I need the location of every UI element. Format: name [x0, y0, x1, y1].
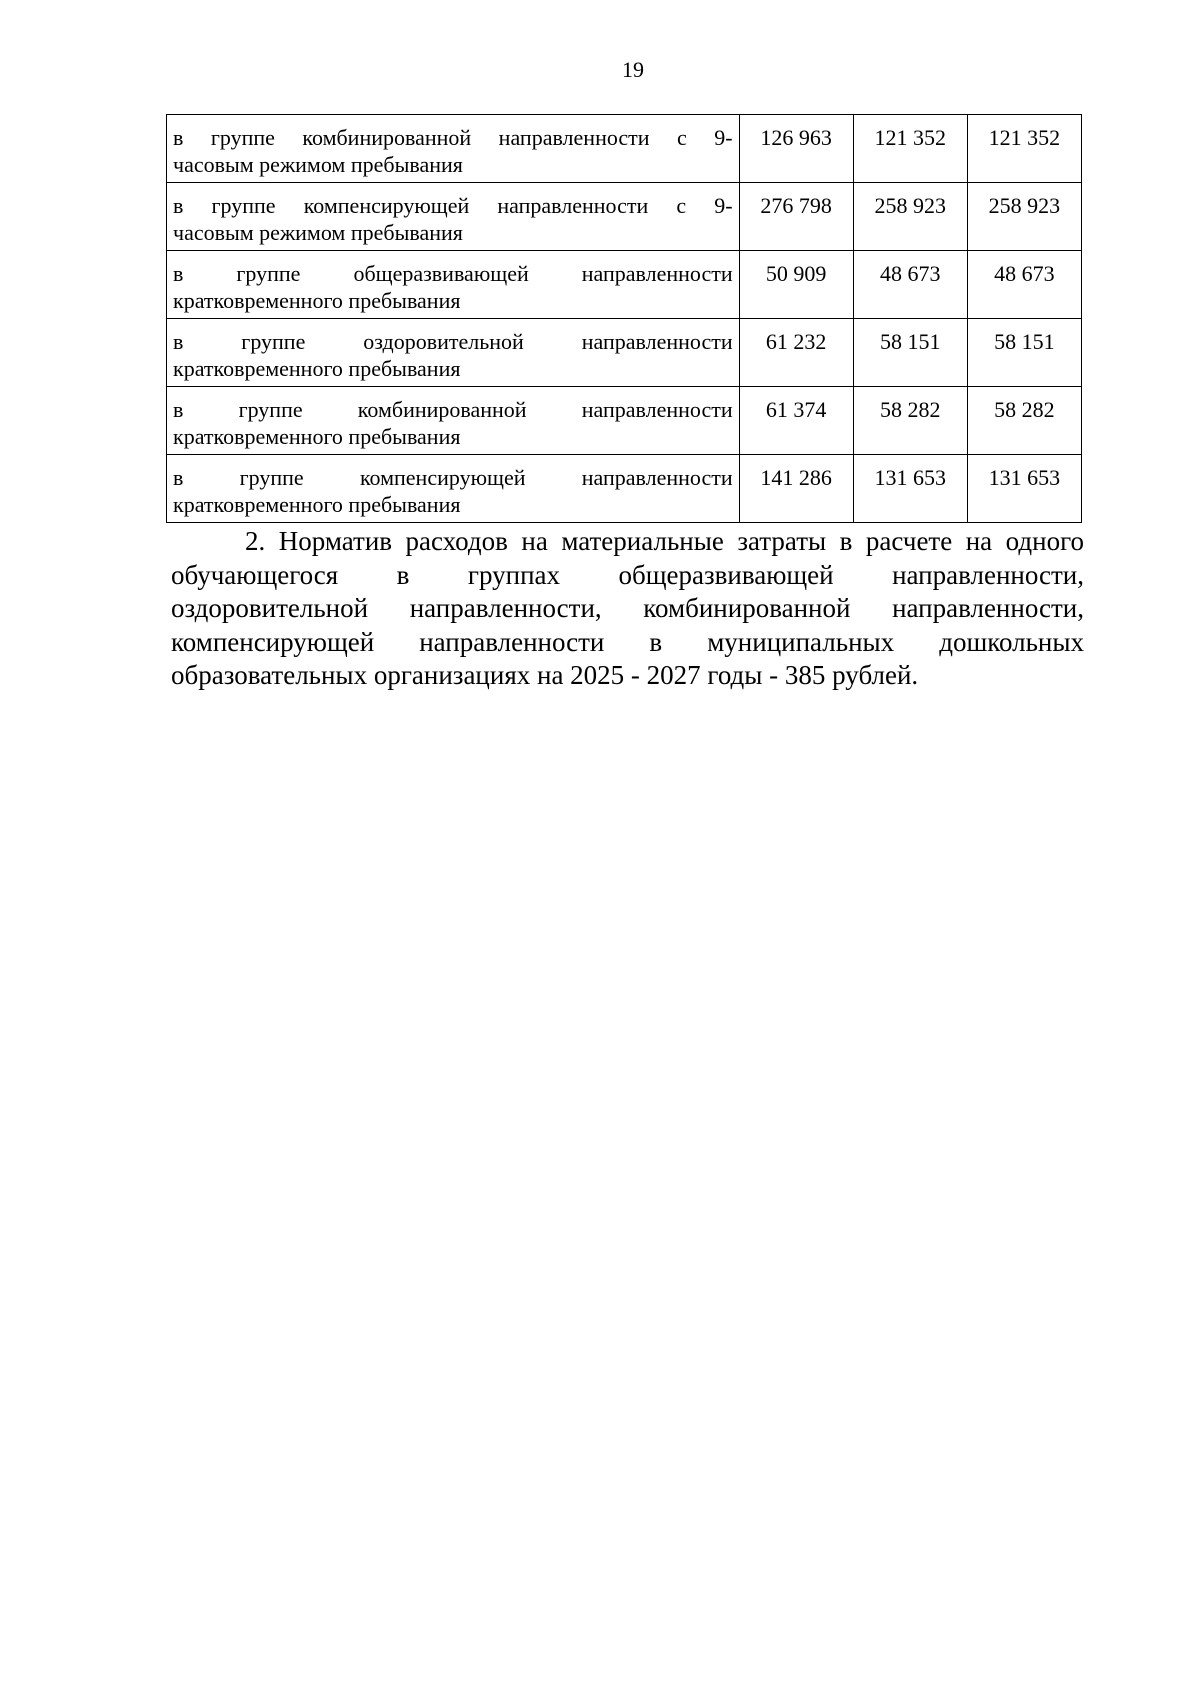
- value-cell: 48 673: [967, 251, 1081, 319]
- value-cell: 121 352: [853, 115, 967, 183]
- row-description-line: кратковременного пребывания: [173, 356, 461, 381]
- table-row: [167, 251, 1082, 319]
- paragraph-line: оздоровительной направленности, комбинированной направленности,: [171, 593, 1084, 623]
- row-description-line: часовым режимом пребывания: [173, 220, 463, 245]
- value-cell: 61 232: [739, 319, 853, 387]
- value-cell: 258 923: [967, 183, 1081, 251]
- row-description: [167, 319, 740, 387]
- table-row: [167, 183, 1082, 251]
- page-number: 19: [622, 57, 644, 82]
- value-cell: 58 282: [967, 387, 1081, 455]
- paragraph-line: компенсирующей направленности в муниципальных дошкольных: [171, 626, 1084, 657]
- row-description-line: в группе комбинированной направленности с 9-: [173, 125, 733, 150]
- row-description-line: в группе компенсирующей направленности: [173, 465, 733, 490]
- value-cell: 58 282: [853, 387, 967, 455]
- row-description-line: в группе оздоровительной направленности: [173, 329, 733, 354]
- value-cell: 50 909: [739, 251, 853, 319]
- paragraph-line: 2. Норматив расходов на материальные затраты в расчете на одного: [245, 526, 1084, 556]
- value-cell: 141 286: [739, 455, 853, 523]
- value-cell: 61 374: [739, 387, 853, 455]
- row-description: [167, 387, 740, 455]
- table-row: [167, 115, 1082, 183]
- material-costs-paragraph: [171, 525, 1084, 693]
- value-cell: 276 798: [739, 183, 853, 251]
- value-cell: 121 352: [967, 115, 1081, 183]
- norms-table: [166, 114, 1082, 523]
- row-description-line: в группе общеразвивающей направленности: [173, 261, 733, 286]
- row-description: [167, 251, 740, 319]
- value-cell: 131 653: [853, 455, 967, 523]
- row-description-line: в группе комбинированной направленности: [173, 397, 733, 422]
- table-row: [167, 319, 1082, 387]
- value-cell: 58 151: [853, 319, 967, 387]
- row-description-line: кратковременного пребывания: [173, 288, 461, 313]
- row-description: [167, 455, 740, 523]
- paragraph-line: обучающегося в группах общеразвивающей направленности,: [171, 559, 1084, 590]
- value-cell: 48 673: [853, 251, 967, 319]
- value-cell: 58 151: [967, 319, 1081, 387]
- row-description-line: часовым режимом пребывания: [173, 152, 463, 177]
- row-description-line: в группе компенсирующей направленности с 9-: [173, 193, 733, 218]
- table-row: [167, 387, 1082, 455]
- row-description-line: кратковременного пребывания: [173, 492, 461, 517]
- table-row: [167, 455, 1082, 523]
- value-cell: 258 923: [853, 183, 967, 251]
- value-cell: 131 653: [967, 455, 1081, 523]
- row-description: [167, 115, 740, 183]
- row-description: [167, 183, 740, 251]
- row-description-line: кратковременного пребывания: [173, 424, 461, 449]
- paragraph-line: образовательных организациях на 2025 - 2027 годы - 385 рублей.: [171, 660, 919, 690]
- value-cell: 126 963: [739, 115, 853, 183]
